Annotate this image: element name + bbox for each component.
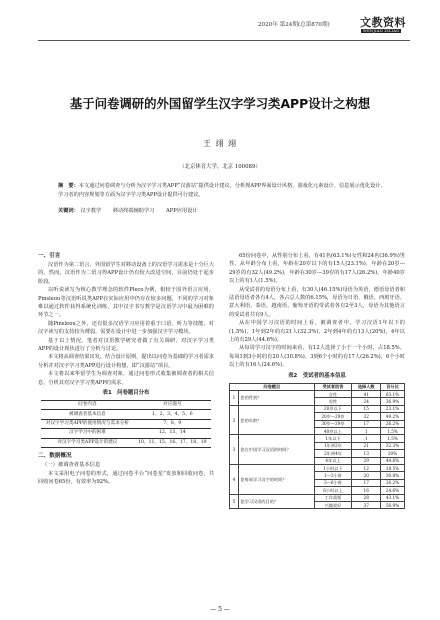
table-row bbox=[230, 391, 405, 398]
table-cell: 26.2% bbox=[381, 420, 405, 427]
keyword: 移动终端辅助学习 bbox=[112, 208, 155, 214]
table-cell: 32.3% bbox=[381, 442, 405, 449]
page-number: — 5 — bbox=[210, 606, 230, 613]
body-paragraph: 从在中国学习汉语的时间上看，被调查者中，学习汉语1年以下的(1.5%)，1年到2年的有21人(32.3%)，2年到4年的有13人(20%)，4年以上的有29人(44.6%)。 bbox=[229, 320, 405, 344]
body-paragraph: 随Pinsleou之外，还有很多汉语学习应用着重于口语、听力等技能，对汉字读写的支持较为薄弱，需要在设计中进一步加强汉字学习模块。 bbox=[38, 320, 214, 336]
body-paragraph: 以听说读写为核心教学理念的软件Pleco为例，相较于国外语言应用，Pinsleou等汉语听说类APP在实际应用中仍存在较多问题，不同的学习对象难以通过软件获得系统化训练，其中汉字书写教学是汉语学习中最为困难的环节之一。 bbox=[38, 287, 214, 319]
question-label: 您在中国学习汉语的时间？ bbox=[239, 435, 315, 465]
question-number: 3 bbox=[230, 435, 239, 465]
table-row bbox=[41, 429, 211, 438]
table-cell: 30岁—39岁 bbox=[314, 420, 352, 427]
journal-logo: 文教资料 bbox=[360, 16, 406, 29]
table-header-cell: 选择人数 bbox=[352, 383, 381, 390]
table-cell: 44.6% bbox=[381, 457, 405, 464]
table-cell: 20岁—29岁 bbox=[314, 413, 352, 420]
table-cell: 24.6% bbox=[381, 487, 405, 494]
question-number: 2 bbox=[230, 405, 239, 435]
table-header-cell: 对应题号 bbox=[134, 401, 211, 410]
table-cell: 56.9% bbox=[381, 501, 405, 508]
journal-issue: 2020年 第24期(总第870期) bbox=[258, 22, 330, 28]
body-paragraph: 本文将以来华留学生为调查对象，通过问卷形式收集被调查者的相关信息，分析其对汉字学习类APP的需求。 bbox=[38, 371, 214, 386]
abstract bbox=[58, 182, 388, 199]
table-cell: 63.1% bbox=[381, 391, 405, 398]
section-heading: 一、引言 bbox=[38, 253, 61, 259]
table-cell: 1.5% bbox=[381, 428, 405, 435]
table-cell: 43.1% bbox=[381, 494, 405, 501]
keyword: APP应用设计 bbox=[166, 208, 198, 214]
table-cell: 女性 bbox=[314, 391, 352, 398]
table-row bbox=[230, 494, 405, 501]
table-cell: 对汉字学习类APP设计的建议 bbox=[41, 438, 134, 447]
body-paragraph: 汉语作为第二语言，外国留学生对移动设备上的汉语学习需求是十分巨大的。然而，汉语作为二语习得APP设计仍有较大改进空间，目前仍处于起步阶段。 bbox=[38, 262, 215, 285]
table-cell: 被调查者基本信息 bbox=[41, 410, 134, 419]
question-label: 您学习汉语的目的？ bbox=[239, 494, 315, 509]
abstract-text: 本文通过问卷调查与分析为汉字学习类APP“汉游站”提供设计建议。分析现APP界面设计风格、游戏化元素设计、信息展示优化设计、学习者的内容规划等方面为汉字学习类APP设计提供可行建议。 bbox=[58, 183, 386, 198]
table1-caption: 表1 问卷题目分布 bbox=[102, 390, 150, 397]
table-cell: 20岁以下 bbox=[314, 405, 352, 412]
table2 bbox=[229, 383, 405, 510]
body-paragraph: 从受试者的母语分布上看，有30人(46.15%)母语为英语，德语母语者和法语母语者各有4人，各占总人数的6.15%，母语为日语、俄语、西班牙语、意大利语、泰语、越南语、葡萄牙语的受试者各有2至3人，母语为其他语言的受试者共有9人。 bbox=[229, 286, 405, 318]
table-cell: 15 bbox=[352, 405, 381, 412]
header-rule bbox=[38, 40, 410, 41]
table-row bbox=[230, 435, 405, 442]
table-cell: 6小时以上 bbox=[314, 487, 352, 494]
table-cell: 兴趣爱好 bbox=[314, 501, 352, 508]
table-cell: 12 bbox=[352, 464, 381, 471]
body-paragraph: 基于以上情况，笔者对汉语教学研究者做了有关调研，对汉字学习类APP的设计现状进行了分析与讨论。 bbox=[38, 337, 214, 353]
table-cell: 36.9% bbox=[381, 398, 405, 405]
table-row bbox=[230, 405, 405, 412]
body-paragraph: 本文将从调查结果出发，结合设计原则，提出以问卷为基础的学习者需求分析并对汉字学习类APP进行设计构想，即“汉游站”项目。 bbox=[38, 354, 215, 369]
table-header-cell: 问卷内容 bbox=[41, 401, 134, 410]
table-cell: 1.5% bbox=[381, 435, 405, 442]
table-cell: 24 bbox=[352, 398, 381, 405]
table-cell: 20 bbox=[352, 472, 381, 479]
keywords-label: 关键词： bbox=[58, 208, 79, 214]
table-header-cell: 受试者回答 bbox=[314, 383, 352, 390]
table-cell: 对汉字学习类APP的使用情况与需求分析 bbox=[41, 419, 134, 428]
question-label: 您每周学习汉字的时间？ bbox=[239, 464, 315, 494]
abstract-label: 摘 要： bbox=[58, 183, 79, 189]
table-cell: 49.2% bbox=[381, 413, 405, 420]
question-number: 5 bbox=[230, 494, 239, 509]
paper-title: 基于问卷调研的外国留学生汉字学习类APP设计之构想 bbox=[69, 96, 371, 111]
table-cell: 1 bbox=[352, 435, 381, 442]
author-name: 王 翊 翊 bbox=[202, 139, 238, 148]
table-cell: 20% bbox=[381, 450, 405, 457]
author-affiliation: （北京体育大学，北京 100089） bbox=[179, 164, 261, 170]
table-cell: 1小时以下 bbox=[314, 464, 352, 471]
table-row bbox=[41, 419, 211, 428]
right-column bbox=[229, 252, 405, 509]
table-cell: 7、8、9 bbox=[134, 419, 211, 428]
table-row bbox=[41, 410, 211, 419]
table-cell: 26.2% bbox=[381, 479, 405, 486]
section-heading: 二、数据概况 bbox=[38, 452, 72, 459]
table-cell: 1、2、3、4、5、6 bbox=[134, 410, 211, 419]
body-paragraph: 从每周学习汉字的时间来看，有12人选择了小于一个小时，占18.5%。每周1到3小时的有20人(30.8%)，3到6个小时的有17人(26.2%)，6个小时以上的有16人(24.6%)。 bbox=[229, 345, 405, 369]
table-cell: 12、13、14 bbox=[134, 429, 211, 438]
table-row bbox=[230, 464, 405, 471]
table-cell: 13 bbox=[352, 450, 381, 457]
table-cell: 30.8% bbox=[381, 472, 405, 479]
keyword: 汉字教学 bbox=[80, 208, 102, 214]
table-cell: 工作需要 bbox=[314, 494, 352, 501]
table-cell: 1—3小时 bbox=[314, 472, 352, 479]
table-cell: 1年到2年 bbox=[314, 442, 352, 449]
table-cell: 3—6小时 bbox=[314, 479, 352, 486]
table-cell: 2年到4年 bbox=[314, 450, 352, 457]
subsection-heading: （一）被调查者基本信息 bbox=[42, 461, 101, 468]
question-number: 4 bbox=[230, 464, 239, 494]
table-cell: 1 bbox=[352, 428, 381, 435]
table-cell: 18.5% bbox=[381, 464, 405, 471]
table-cell: 29 bbox=[352, 457, 381, 464]
table-header-cell: 问卷题目 bbox=[230, 383, 315, 390]
question-label: 您的年龄？ bbox=[239, 405, 315, 435]
table-cell: 汉字学习中的困难 bbox=[41, 429, 134, 438]
table1 bbox=[41, 400, 211, 448]
journal-logo-subtitle: WENJIAO ZILIAO bbox=[363, 29, 400, 33]
table-cell: 28 bbox=[352, 494, 381, 501]
table-cell: 21 bbox=[352, 442, 381, 449]
table-cell: 37 bbox=[352, 501, 381, 508]
question-label: 您的性别？ bbox=[239, 391, 315, 406]
table-cell: 17 bbox=[352, 479, 381, 486]
table-cell: 23.1% bbox=[381, 405, 405, 412]
table-header-row bbox=[230, 383, 405, 390]
table-cell: 男性 bbox=[314, 398, 352, 405]
table-cell: 32 bbox=[352, 413, 381, 420]
left-column bbox=[38, 252, 214, 486]
table-row bbox=[41, 438, 211, 447]
table-cell: 17 bbox=[352, 420, 381, 427]
table-cell: 10、11、15、16、17、18、19 bbox=[134, 438, 211, 447]
table-cell: 40岁以上 bbox=[314, 428, 352, 435]
table-header-cell: 百分比 bbox=[381, 383, 405, 390]
table-cell: 4年以上 bbox=[314, 457, 352, 464]
keywords bbox=[58, 207, 388, 214]
body-paragraph: 65份问卷中，从性别分布上看，有41名(63.1%)女性和24名(36.9%)男性。从年龄分布上看，年龄在20岁以下的有15人(23.1%)，年龄在20岁—29岁的有32人(49.2%)，年龄在30岁—39岁的有17人(26.2%)，年龄40岁以上的有1人(1.5%)。 bbox=[229, 253, 405, 285]
table-header-row bbox=[41, 401, 211, 410]
body-paragraph: 本文采用电子问卷的形式，通过问卷平台“问卷星”发放和回收问卷，共回收问卷65份，有效率为92%。 bbox=[38, 470, 214, 485]
table-cell: 1年以下 bbox=[314, 435, 352, 442]
table-cell: 16 bbox=[352, 487, 381, 494]
question-number: 1 bbox=[230, 391, 239, 406]
table2-caption: 表2 受试者的基本信息 bbox=[288, 372, 346, 379]
table-cell: 41 bbox=[352, 391, 381, 398]
